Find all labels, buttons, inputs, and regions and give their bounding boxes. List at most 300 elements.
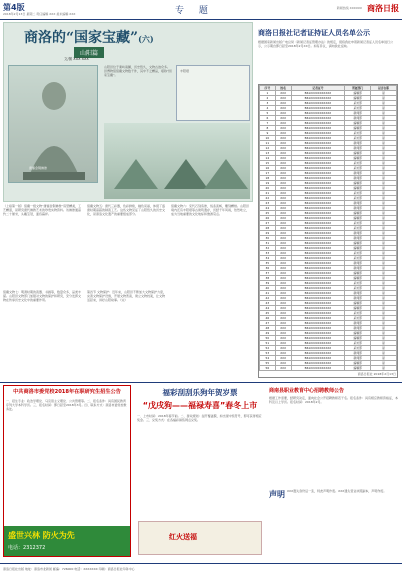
table-cell: 编辑部 [345,366,371,371]
table-cell: 24 [260,206,276,211]
table-cell: B61XXXXXXXXXXX [291,336,345,341]
table-cell: 新闻部 [345,231,371,236]
table-cell: 29 [260,231,276,236]
table-cell: XXX [275,331,291,336]
page-header [0,0,402,20]
table-cell: XXX [275,201,291,206]
table-cell: 采访部 [345,161,371,166]
table-cell: XXX [275,151,291,156]
table-cell: 是 [371,271,397,276]
table-cell: XXX [275,236,291,241]
table-cell: 是 [371,326,397,331]
table-cell: B61XXXXXXXXXXX [291,211,345,216]
table-cell: 是 [371,336,397,341]
page-number: 第4版 [3,3,25,12]
table-cell: 新闻部 [345,201,371,206]
table-cell: 是 [371,251,397,256]
table-cell: 44 [260,306,276,311]
table-cell: 是 [371,161,397,166]
table-cell: XXX [275,251,291,256]
table-cell: 新闻部 [345,321,371,326]
table-cell: 31 [260,241,276,246]
table-cell: 8 [260,126,276,131]
table-cell: 采访部 [345,131,371,136]
table-cell: 是 [371,246,397,251]
table-cell: 13 [260,151,276,156]
table-cell: XXX [275,356,291,361]
table-cell: 编辑部 [345,216,371,221]
table-cell: B61XXXXXXXXXXX [291,226,345,231]
table-cell: 编辑部 [345,156,371,161]
table-cell: 是 [371,366,397,371]
table-cell: 是 [371,311,397,316]
table-cell: 是 [371,316,397,321]
table-cell: 25 [260,211,276,216]
table-cell: XXX [275,326,291,331]
table-cell: B61XXXXXXXXXXX [291,146,345,151]
table-cell: B61XXXXXXXXXXX [291,361,345,366]
table-cell: B61XXXXXXXXXXX [291,356,345,361]
table-cell: XXX [275,196,291,201]
body-column-1: （上接第一版）馆藏一级文物“唐鎏金铜佛像”造型精美，工艺精湛，是研究唐代佛教艺术的珍贵实物资料。该佛像通高约二十厘米，头戴宝冠，面容慈祥。 [3,204,82,216]
table-header-cell: 是否在职 [371,86,397,91]
table-cell: 是 [371,101,397,106]
table-cell: B61XXXXXXXXXXX [291,231,345,236]
table-cell: 是 [371,196,397,201]
table-cell: 新闻部 [345,291,371,296]
table-cell: B61XXXXXXXXXXX [291,286,345,291]
table-cell: 39 [260,281,276,286]
table-cell: 是 [371,291,397,296]
fire-prevention-banner [4,526,130,556]
hill-shape [164,159,208,189]
feature-title: 商洛的“国家宝藏”(六) [24,30,154,46]
table-cell: XXX [275,301,291,306]
table-cell: 11 [260,141,276,146]
table-cell: 是 [371,146,397,151]
table-cell: 编辑部 [345,121,371,126]
table-cell: 编辑部 [345,241,371,246]
table-cell: B61XXXXXXXXXXX [291,136,345,141]
body-column-5: 第四节 文物保护：近年来，山阳县不断加大文物保护力度，完善文物保护设施，开展文物普查，建立文物档案，让文物活起来，讲好山阳故事。（完） [87,290,166,302]
table-cell: B61XXXXXXXXXXX [291,366,345,371]
table-cell: 是 [371,351,397,356]
table-cell: 采访部 [345,106,371,111]
table-cell: 12 [260,146,276,151]
table-cell: B61XXXXXXXXXXX [291,236,345,241]
table-cell: 是 [371,221,397,226]
table-cell: 是 [371,286,397,291]
table-cell: B61XXXXXXXXXXX [291,161,345,166]
table-cell: 10 [260,136,276,141]
table-header-cell: 记者证号 [291,86,345,91]
table-cell: B61XXXXXXXXXXX [291,151,345,156]
table-cell: 6 [260,116,276,121]
table-cell: 是 [371,126,397,131]
table-cell: XXX [275,221,291,226]
table-cell: B61XXXXXXXXXXX [291,116,345,121]
table-cell: 采访部 [345,226,371,231]
table-cell: 34 [260,256,276,261]
table-cell: 采访部 [345,196,371,201]
table-cell: 编辑部 [345,186,371,191]
table-cell: 是 [371,141,397,146]
table-cell: XXX [275,346,291,351]
newspaper-logo: 商洛日报 [367,3,399,13]
notice-intro: 根据国家新闻出版广电总局《新闻记者证管理办法》的规定，现将我社申领新闻记者证人员名单进行公示，公示期自即日起至2018年2月XX日。如有异议，请向我社反映。 [258,40,394,48]
lottery-slogan: “戊戌狗——福禄寿喜”春冬上市 [142,401,258,410]
table-cell: B61XXXXXXXXXXX [291,326,345,331]
table-cell: XXX [275,271,291,276]
table-cell: XXX [275,261,291,266]
section-divider [0,382,402,383]
hill-shape [114,159,158,189]
table-cell: XXX [275,171,291,176]
table-cell: B61XXXXXXXXXXX [291,321,345,326]
table-cell: XXX [275,101,291,106]
table-cell: XXX [275,321,291,326]
table-cell: 采访部 [345,341,371,346]
table-cell: 28 [260,226,276,231]
table-cell: B61XXXXXXXXXXX [291,301,345,306]
table-header-cell: 姓名 [275,86,291,91]
table-cell: 是 [371,321,397,326]
table-cell: 编辑部 [345,96,371,101]
notice-footer: 商洛日报社 2018年2月13日 [357,372,396,376]
table-cell: 采访部 [345,251,371,256]
table-cell: XXX [275,136,291,141]
table-cell: B61XXXXXXXXXXX [291,201,345,206]
table-cell: 53 [260,351,276,356]
table-cell: XXX [275,186,291,191]
table-cell: 是 [371,176,397,181]
banner-slogan: 盛世兴林 防火为先 [8,531,75,540]
recruitment-title: 商南县职业教育中心招聘教师公告 [269,388,345,394]
table-cell: B61XXXXXXXXXXX [291,131,345,136]
table-row [260,366,397,371]
table-cell: 22 [260,196,276,201]
table-cell: 47 [260,321,276,326]
table-cell: 编辑部 [345,151,371,156]
table-cell: 采访部 [345,316,371,321]
table-cell: 7 [260,121,276,126]
table-cell: XXX [275,256,291,261]
table-cell: 16 [260,166,276,171]
table-cell: 新闻部 [345,326,371,331]
table-cell: 新闻部 [345,141,371,146]
table-cell: 40 [260,286,276,291]
pagoda-photo [104,123,250,199]
table-cell: 48 [260,326,276,331]
table-cell: 56 [260,366,276,371]
table-cell: XXX [275,141,291,146]
photo-caption: 唐鎏金铜佛像 [29,166,48,170]
table-cell: 是 [371,136,397,141]
table-cell: 54 [260,356,276,361]
body-column-2: 馆藏文物五：唐代三彩器，色彩鲜艳，釉色亮丽，体现了盛唐时期高超的制瓷工艺。这些文物见证了山阳悠久的历史文化，是商洛文化遗产的重要组成部分。 [87,204,166,216]
table-cell: 新闻部 [345,356,371,361]
buddha-statue-photo [8,65,98,183]
table-cell: 是 [371,211,397,216]
table-cell: XXX [275,131,291,136]
table-cell: 编辑部 [345,361,371,366]
table-cell: B61XXXXXXXXXXX [291,346,345,351]
table-cell: B61XXXXXXXXXXX [291,121,345,126]
table-cell: 是 [371,166,397,171]
table-cell: XXX [275,316,291,321]
table-cell: 是 [371,361,397,366]
table-cell: XXX [275,351,291,356]
table-cell: 41 [260,291,276,296]
table-cell: 14 [260,156,276,161]
table-cell: B61XXXXXXXXXXX [291,216,345,221]
table-cell: 是 [371,281,397,286]
table-cell: 采访部 [345,286,371,291]
notice-table [258,84,398,378]
table-cell: XXX [275,111,291,116]
table-cell: B61XXXXXXXXXXX [291,111,345,116]
table-cell: XXX [275,366,291,371]
table-cell: 是 [371,231,397,236]
table-cell: 18 [260,176,276,181]
feature-author: 文/图 XXX XXX [64,57,89,61]
table-cell: B61XXXXXXXXXXX [291,96,345,101]
table-cell: 33 [260,251,276,256]
feature-subtitle: 山阳篇 [74,47,104,58]
banner-phone: 电话：2312372 [8,545,46,551]
table-cell: 20 [260,186,276,191]
table-cell: XXX [275,226,291,231]
table-cell: B61XXXXXXXXXXX [291,91,345,96]
table-cell: B61XXXXXXXXXXX [291,316,345,321]
table-cell: 30 [260,236,276,241]
table-cell: 采访部 [345,166,371,171]
table-cell: 编辑部 [345,91,371,96]
table-cell: 37 [260,271,276,276]
table-cell: 43 [260,301,276,306]
table-cell: 编辑部 [345,211,371,216]
table-cell: 是 [371,296,397,301]
table-cell: 是 [371,131,397,136]
lottery-text: 一、上市时间：2018年春节前。二、游戏规则：刮开覆盖膜，如出现中奖符号，即可获得相应奖金。三、兑奖方式：在各福彩销售网点兑奖。 [137,414,262,422]
party-school-ad-text: 一、招生专业：政治学理论、马克思主义理论、公共管理等。二、报名条件：具有国民教育序列大学本科学历。三、报名时间：即日起至2018年3月。四、联系方式：商洛市委党校教务处。 [6,399,127,411]
table-cell: 采访部 [345,281,371,286]
table-cell: 编辑部 [345,276,371,281]
table-cell: 46 [260,316,276,321]
table-cell: B61XXXXXXXXXXX [291,261,345,266]
table-cell: XXX [275,311,291,316]
table-cell: XXX [275,246,291,251]
table-cell: B61XXXXXXXXXXX [291,251,345,256]
table-cell: 是 [371,116,397,121]
table-cell: 是 [371,241,397,246]
table-cell: 是 [371,256,397,261]
table-cell: 是 [371,266,397,271]
table-cell: 编辑部 [345,126,371,131]
table-cell: 新闻部 [345,206,371,211]
table-cell: B61XXXXXXXXXXX [291,206,345,211]
table-cell: XXX [275,206,291,211]
table-cell: B61XXXXXXXXXXX [291,246,345,251]
table-cell: 是 [371,191,397,196]
statement-label: 声明 [269,490,285,499]
buddha-icon [9,66,99,184]
table-cell: XXX [275,181,291,186]
table-cell: 52 [260,346,276,351]
table-cell: 采访部 [345,311,371,316]
table-header-cell: 所属部门 [345,86,371,91]
table-cell: 采访部 [345,221,371,226]
table-cell: XXX [275,281,291,286]
table-cell: XXX [275,156,291,161]
table-cell: 编辑部 [345,181,371,186]
table-cell: B61XXXXXXXXXXX [291,156,345,161]
table-cell: 编辑部 [345,301,371,306]
table-cell: B61XXXXXXXXXXX [291,166,345,171]
table-cell: B61XXXXXXXXXXX [291,341,345,346]
body-column-3: 馆藏文物六：宋代石刻造像，线条流畅，雕刻精细。山阳县境内还有丰阳塔等古建筑遗存，历经千年风雨，依然屹立，成为当地重要的文化地标和旅游景点。 [171,204,250,216]
table-cell: 是 [371,236,397,241]
table-cell: 是 [371,301,397,306]
feature-intro-text: 山阳县位于秦岭南麓，历史悠久，文物古迹众多。县博物馆馆藏文物数千件，其中不乏精品，堪称“国家宝藏”。 [104,65,172,77]
table-cell: 采访部 [345,191,371,196]
table-cell: 9 [260,131,276,136]
table-cell: XXX [275,146,291,151]
table-cell: XXX [275,336,291,341]
table-cell: 是 [371,171,397,176]
table-cell: B61XXXXXXXXXXX [291,106,345,111]
table-cell: 15 [260,161,276,166]
table-cell: B61XXXXXXXXXXX [291,101,345,106]
table-header-cell: 序号 [260,86,276,91]
table-cell: 新闻部 [345,146,371,151]
table-cell: 新闻部 [345,266,371,271]
table-cell: B61XXXXXXXXXXX [291,311,345,316]
table-cell: 编辑部 [345,331,371,336]
table-cell: 是 [371,216,397,221]
table-cell: B61XXXXXXXXXXX [291,266,345,271]
table-cell: 采访部 [345,136,371,141]
table-cell: 50 [260,336,276,341]
recruitment-text: 根据工作需要，经研究决定，面向社会公开招聘教师若干名。报名条件：具有相应教师资格证，本科及以上学历。报名时间：2018年2月。 [269,396,399,404]
table-cell: 编辑部 [345,336,371,341]
table-cell: 是 [371,96,397,101]
table-cell: B61XXXXXXXXXXX [291,256,345,261]
table-cell: 是 [371,331,397,336]
lottery-headline: 福彩刮刮乐狗年贺岁票 [162,388,238,397]
table-cell: 26 [260,216,276,221]
table-cell: XXX [275,266,291,271]
table-cell: 采访部 [345,346,371,351]
feature-info-box [176,65,250,121]
table-cell: 编辑部 [345,246,371,251]
table-cell: 是 [371,346,397,351]
table-cell: B61XXXXXXXXXXX [291,141,345,146]
table-cell: 编辑部 [345,271,371,276]
table-cell: 是 [371,226,397,231]
table-cell: 21 [260,191,276,196]
info-box-text: 丰阳塔 [180,69,190,73]
notice-title: 商洛日报社记者证持证人员名单公示 [258,29,370,37]
table-cell: B61XXXXXXXXXXX [291,271,345,276]
header-right-meta: 新闻热线 XXXXXX [336,6,362,10]
table-cell: 是 [371,201,397,206]
table-cell: 是 [371,181,397,186]
table-cell: XXX [275,231,291,236]
table-cell: XXX [275,306,291,311]
table-cell: 36 [260,266,276,271]
table-cell: B61XXXXXXXXXXX [291,176,345,181]
table-cell: 新闻部 [345,176,371,181]
statement-text: XXX遗失身份证一张，特此声明作废。XXX遗失营业执照副本，声明作废。 [287,489,387,493]
table-cell: B61XXXXXXXXXXX [291,196,345,201]
table-cell: 27 [260,221,276,226]
lottery-ad [134,385,266,557]
table-cell: XXX [275,341,291,346]
table-cell: 35 [260,261,276,266]
table-cell: XXX [275,106,291,111]
footer-text: 商洛日报社出版 地址：商洛市北新街 邮编：726000 电话：XXXXXXX 印刷：商洛日报社印务中心 [3,567,135,571]
table-cell: 是 [371,261,397,266]
table-cell: B61XXXXXXXXXXX [291,281,345,286]
section-title: 专 题 [175,6,214,16]
table-cell: 采访部 [345,256,371,261]
table-cell: B61XXXXXXXXXXX [291,296,345,301]
table-cell: 是 [371,121,397,126]
table-cell: XXX [275,241,291,246]
table-cell: 是 [371,111,397,116]
table-cell: XXX [275,166,291,171]
table-cell: 55 [260,361,276,366]
table-cell: 2 [260,96,276,101]
page-footer [0,563,402,575]
table-cell: 是 [371,306,397,311]
table-cell: 是 [371,356,397,361]
table-cell: 是 [371,186,397,191]
table-cell: XXX [275,291,291,296]
table-cell: 编辑部 [345,306,371,311]
table-cell: XXX [275,191,291,196]
table-cell: 32 [260,246,276,251]
table-cell: 38 [260,276,276,281]
table-cell: B61XXXXXXXXXXX [291,171,345,176]
table-cell: 新闻部 [345,296,371,301]
table-cell: 3 [260,101,276,106]
feature-panel [3,22,253,202]
table-cell: 新闻部 [345,116,371,121]
table-cell: B61XXXXXXXXXXX [291,331,345,336]
table-cell: 是 [371,341,397,346]
table-cell: 4 [260,106,276,111]
party-school-ad-title: 中共商洛市委党校2018年在职研究生招生公告 [13,389,121,395]
table-cell: 是 [371,106,397,111]
table-cell: B61XXXXXXXXXXX [291,186,345,191]
table-cell: 新闻部 [345,351,371,356]
table-cell: 是 [371,91,397,96]
table-cell: 采访部 [345,101,371,106]
table-cell: 19 [260,181,276,186]
table-cell: B61XXXXXXXXXXX [291,241,345,246]
party-school-ad [3,385,131,557]
table-cell: B61XXXXXXXXXXX [291,351,345,356]
table-cell: 1 [260,91,276,96]
hill-shape [204,159,248,189]
table-cell: XXX [275,116,291,121]
table-cell: XXX [275,216,291,221]
table-cell: 51 [260,341,276,346]
table-cell: 45 [260,311,276,316]
table-cell: 23 [260,201,276,206]
